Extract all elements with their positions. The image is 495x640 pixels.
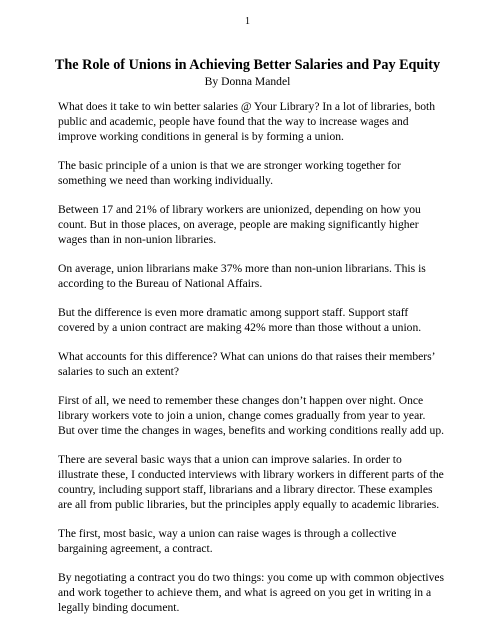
paragraph-line: public and academic, people have found that the way to increase wages and [58,115,409,128]
paragraph-line: Between 17 and 21% of library workers are unionized, depending on how you [58,203,421,216]
paragraph-line: On average, union librarians make 37% more than non-union librarians. This is [58,262,426,275]
body-paragraph [58,158,478,188]
paragraph-line: covered by a union contract are making 42% more than those without a union. [58,321,422,334]
paragraph-line: something we need than working individually. [58,174,273,187]
paragraph-line: The first, most basic, way a union can raise wages is through a collective [58,527,397,540]
body-paragraph [58,452,478,512]
paragraph-line: But over time the changes in wages, benefits and working conditions really add up. [58,424,445,437]
paragraph-line: library workers vote to join a union, change comes gradually from year to year. [58,409,426,422]
paragraph-line: What does it take to win better salaries @ Your Library? In a lot of libraries, both [58,100,436,113]
paragraph-line: There are several basic ways that a union can improve salaries. In order to [58,453,402,466]
paragraph-line: illustrate these, I conducted interviews with library workers in different parts of the [58,468,444,481]
paragraph-line: are all from public libraries, but the principles apply equally to academic libraries. [58,498,440,511]
paragraph-line: according to the Bureau of National Affairs. [58,277,263,290]
paragraph-line: By negotiating a contract you do two things: you come up with common objectives [58,571,445,584]
paragraph-line: legally binding document. [58,601,180,614]
body-paragraph [58,526,478,556]
paragraph-line: bargaining agreement, a contract. [58,542,213,555]
paragraph-line: wages than in non-union libraries. [58,233,217,246]
paragraph-line: But the difference is even more dramatic among support staff. Support staff [58,306,409,319]
paragraph-line: The basic principle of a union is that we are stronger working together for [58,159,401,172]
body-paragraph [58,393,478,438]
body-paragraph [58,570,478,615]
paragraph-line: salaries to such an extent? [58,365,180,378]
paragraph-line: count. But in those places, on average, people are making significantly higher [58,218,419,231]
paragraph-line: First of all, we need to remember these changes don’t happen over night. Once [58,394,424,407]
paragraph-line: and work together to achieve them, and what is agreed on you get in writing in a [58,586,432,599]
paragraph-line: improve working conditions in general is by forming a union. [58,130,344,143]
document-title: The Role of Unions in Achieving Better Salaries and Pay Equity [54,57,441,73]
page-number: 1 [245,16,250,27]
paragraph-line: country, including support staff, librarians and a library director. These examples [58,483,433,496]
body-paragraph [58,349,478,379]
document-body [58,99,478,629]
body-paragraph [58,202,478,247]
body-paragraph [58,261,478,291]
author-byline: By Donna Mandel [204,75,291,88]
body-paragraph [58,305,478,335]
body-paragraph [58,99,478,144]
paragraph-line: What accounts for this difference? What can unions do that raises their members’ [58,350,436,363]
